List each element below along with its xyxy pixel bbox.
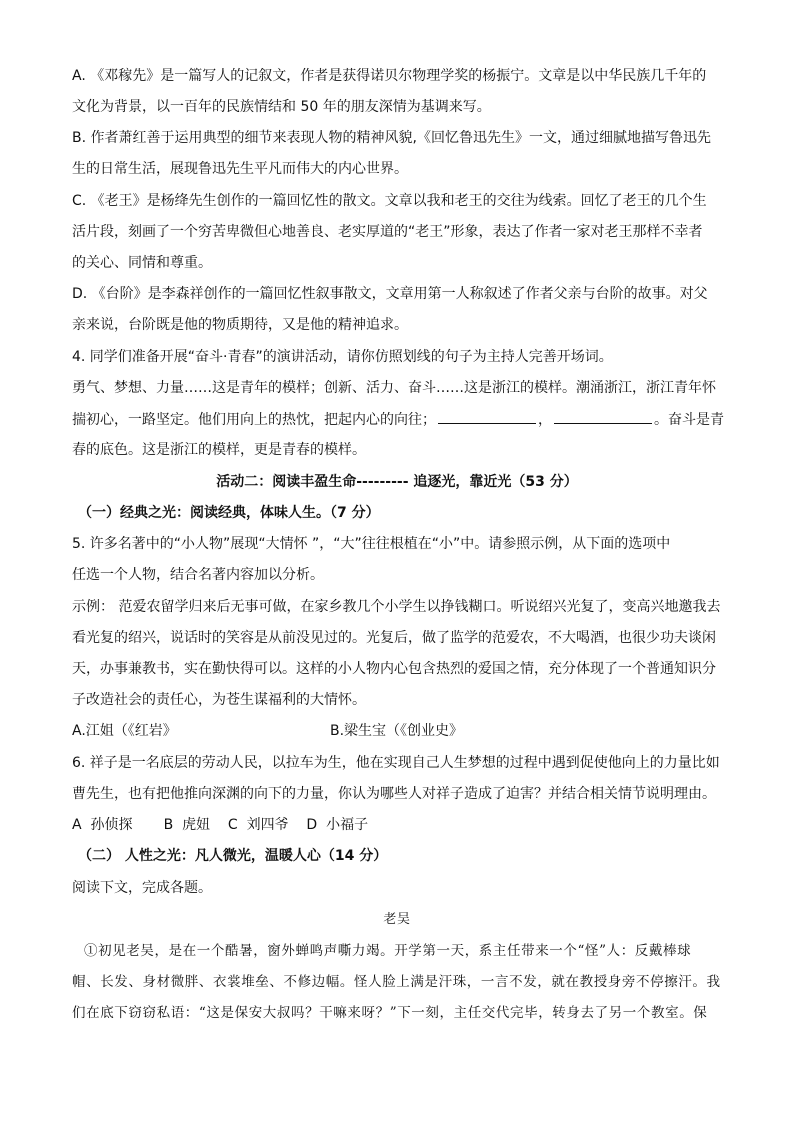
question-4-text-line-2 (72, 409, 732, 430)
question-5-line-1: 5. 许多名著中的“小人物”展现“大情怀 ”，“大”往往根植在“小”中。请参照示例，从下面的选项中 (72, 536, 671, 552)
answer-blank-2[interactable] (554, 409, 652, 424)
option-a-line-1: A. 《邓稼先》是一篇写人的记叙文，作者是获得诺贝尔物理学奖的杨振宁。文章是以中华民族几千年的 (72, 68, 707, 84)
example-line-4: 子改造社会的责任心，为苍生谋福利的大情怀。 (72, 692, 366, 708)
example-line-1: 示例： 范爱农留学归来后无事可做，在家乡教几个小学生以挣钱糊口。听说绍兴光复了，变高兴地邀我去 (72, 599, 721, 615)
question-5-options (72, 721, 732, 741)
article-paragraph-line-3: 们在底下窃窃私语：“这是保安大叔吗？干嘛来呀？”下一刻，主任交代完毕，转身去了另一个教室。保 (72, 1005, 708, 1021)
question-6-options: A 孙侦探 B 虎妞 C 刘四爷 D 小福子 (72, 817, 369, 833)
option-a-line-2: 文化为背景，以一百年的民族情结和 50 年的朋友深情为基调来写。 (72, 99, 491, 115)
option-d-line-1: D. 《台阶》是李森祥创作的一篇回忆性叙事散文，文章用第一人称叙述了作者父亲与台阶的故事。对父 (72, 286, 708, 302)
option-c-line-1: C. 《老王》是杨绛先生创作的一篇回忆性的散文。文章以我和老王的交往为线索。回忆了老王的几个生 (72, 193, 707, 209)
option-c-line-2: 活片段，刻画了一个穷苦卑微但心地善良、老实厚道的“老王”形象，表达了作者一家对老王那样不幸者 (72, 224, 703, 240)
question-6-line-1: 6. 祥子是一名底层的劳动人民，以拉车为生，他在实现自己人生梦想的过程中遇到促使他向上的力量比如 (72, 755, 720, 771)
question-4-text-line-3: 春的底色。这是浙江的模样，更是青春的模样。 (72, 442, 366, 458)
question-4-text-line-1: 勇气、梦想、力量……这是青年的模样；创新、活力、奋斗……这是浙江的模样。潮涌浙江，浙江青年怀 (72, 380, 716, 396)
reading-instruction: 阅读下文，完成各题。 (72, 880, 212, 896)
question-6-line-2: 曹先生，也有把他推向深渊的向下的力量，你认为哪些人对祥子造成了迫害？并结合相关情节说明理由。 (72, 786, 716, 802)
article-title: 老吴 (383, 912, 411, 927)
article-paragraph-line-2: 帽、长发、身材微胖、衣裳堆垒、不修边幅。怪人脸上满是汗珠，一言不发，就在教授身旁不停擦汗。我 (72, 974, 721, 990)
example-line-2: 看光复的绍兴，说话时的笑容是从前没见过的。光复后，做了监学的范爱农，不大喝酒，也很少功夫谈闲 (72, 630, 716, 646)
question-5-line-2: 任选一个人物，结合名著内容加以分析。 (72, 567, 324, 583)
question-5-option-b: B.梁生宝（《创业史》 (330, 723, 464, 739)
option-b-line-1: B. 作者萧红善于运用典型的细节来表现人物的精神风貌,《回忆鲁迅先生》一文，通过细腻地描写鲁迅先 (72, 130, 711, 146)
option-d-line-2: 亲来说，台阶既是他的物质期待，又是他的精神追求。 (72, 317, 408, 333)
question-4-prompt: 4. 同学们准备开展“奋斗·青春”的演讲活动，请你仿照划线的句子为主持人完善开场词。 (72, 349, 613, 365)
question-5-option-a: A.江姐（《红岩》 (72, 723, 177, 739)
question-4-text-end: 。奋斗是青 (654, 412, 724, 428)
question-4-comma: ， (538, 412, 552, 428)
section-2-heading: （二） 人性之光：凡人微光，温暖人心（14 分） (78, 848, 388, 864)
section-1-heading: （一）经典之光：阅读经典，体味人生。（7 分） (78, 505, 380, 521)
option-b-line-2: 生的日常生活，展现鲁迅先生平凡而伟大的内心世界。 (72, 161, 408, 177)
question-4-text-start: 揣初心，一路坚定。他们用向上的热忱，把起内心的向往； (72, 412, 436, 428)
example-line-3: 天，办事兼教书，实在勤快得可以。这样的小人物内心包含热烈的爱国之情，充分体现了一个普通知识分 (72, 661, 716, 677)
option-c-line-3: 的关心、同情和尊重。 (72, 255, 212, 271)
answer-blank-1[interactable] (438, 409, 536, 424)
article-paragraph-line-1: ①初见老吴，是在一个酷暑，窗外蝉鸣声嘶力竭。开学第一天，系主任带来一个“怪”人：反戴棒球 (84, 943, 692, 959)
activity-2-heading: 活动二：阅读丰盈生命--------- 追逐光，靠近光（53 分） (216, 474, 578, 490)
